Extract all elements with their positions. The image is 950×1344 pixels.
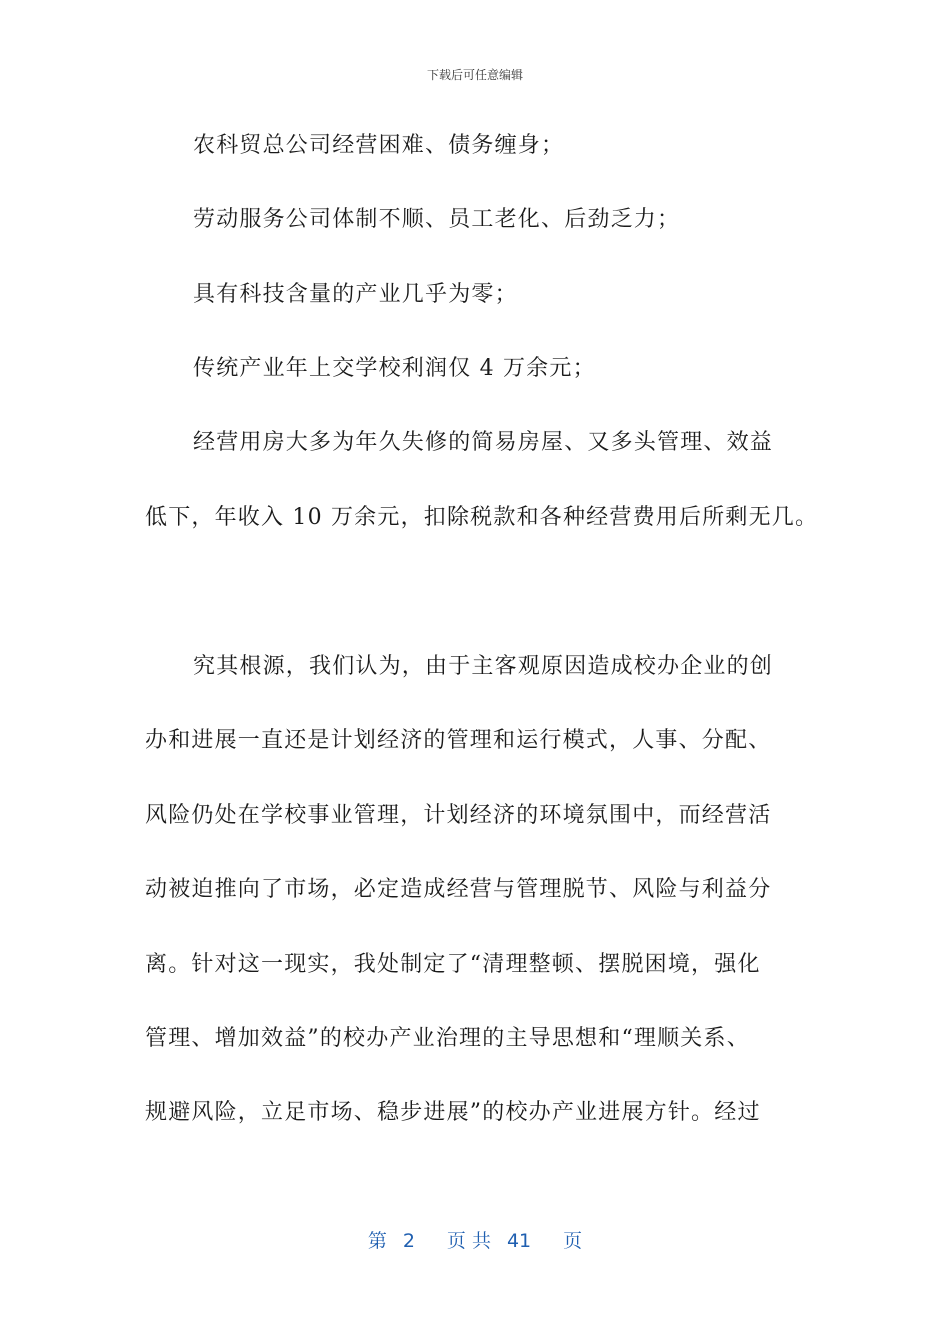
footer-total-pages: 41	[506, 1230, 532, 1252]
footer-prefix: 第	[367, 1230, 387, 1252]
page-header: 下载后可任意编辑	[426, 68, 523, 82]
paragraph-line: 劳动服务公司体制不顺、员工老化、后劲乏力；	[193, 207, 681, 232]
page-footer	[0, 1226, 950, 1253]
paragraph-line: 经营用房大多为年久失修的简易房屋、又多头管理、效益	[193, 430, 774, 455]
paragraph-line: 低下，年收入 10 万余元，扣除税款和各种经营费用后所剩无几。	[145, 505, 819, 530]
paragraph-line: 传统产业年上交学校利润仅 4 万余元；	[193, 356, 596, 381]
paragraph-line: 究其根源，我们认为，由于主客观原因造成校办企业的创	[193, 654, 774, 679]
paragraph-line: 办和进展一直还是计划经济的管理和运行模式，人事、分配、	[145, 728, 772, 753]
paragraph-line: 管理、增加效益”的校办产业治理的主导思想和“理顺关系、	[145, 1026, 750, 1051]
paragraph-line: 规避风险，立足市场、稳步进展”的校办产业进展方针。经过	[145, 1100, 761, 1125]
footer-page-number: 2	[402, 1230, 415, 1252]
footer-suffix: 页	[563, 1230, 583, 1252]
paragraph-line: 具有科技含量的产业几乎为零；	[193, 282, 518, 307]
paragraph-line: 农科贸总公司经营困难、债务缠身；	[193, 133, 565, 158]
paragraph-line: 离。针对这一现实，我处制定了“清理整顿、摆脱困境，强化	[145, 952, 761, 977]
footer-middle: 页 共	[446, 1230, 491, 1252]
paragraph-line: 动被迫推向了市场，必定造成经营与管理脱节、风险与利益分	[145, 877, 772, 902]
paragraph-line: 风险仍处在学校事业管理，计划经济的环境氛围中，而经营活	[145, 803, 772, 828]
